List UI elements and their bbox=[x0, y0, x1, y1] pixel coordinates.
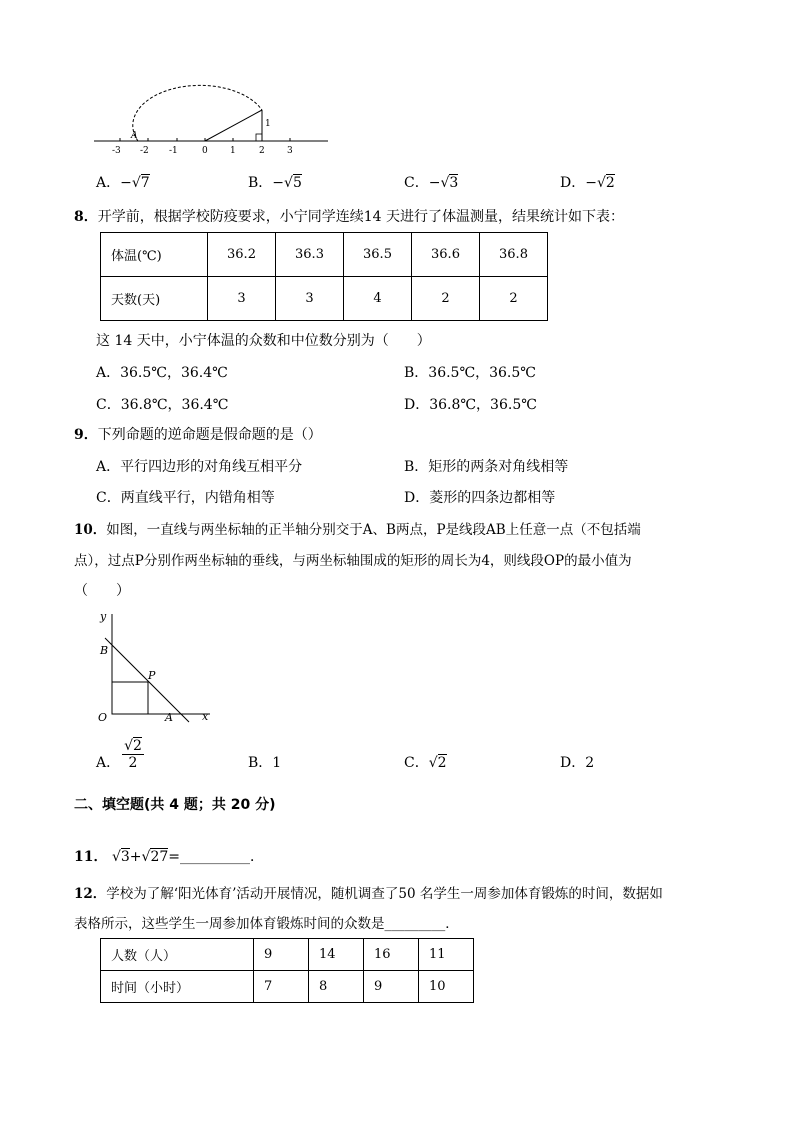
label-a: A bbox=[165, 711, 173, 724]
q8-question: 这 14 天中，小宁体温的众数和中位数分别为（ ） bbox=[96, 333, 431, 349]
q7-option-b[interactable] bbox=[248, 172, 302, 192]
sqrt-radical: √3 bbox=[111, 849, 130, 865]
q8-temperature-table bbox=[100, 232, 548, 321]
q9-option-b[interactable]: B．矩形的两条对角线相等 bbox=[404, 459, 569, 475]
hypotenuse-line bbox=[205, 110, 262, 141]
q10-stem-line1 bbox=[74, 518, 641, 538]
option-letter: C． bbox=[404, 755, 429, 771]
question-text: 开学前，根据学校防疫要求，小宁同学连续14 天进行了体温测量，结果统计如下表： bbox=[97, 209, 625, 225]
tick-label: -3 bbox=[112, 146, 121, 156]
plus-sign: + bbox=[129, 849, 142, 865]
label-p: P bbox=[148, 669, 156, 682]
table-row bbox=[101, 277, 548, 321]
label-b: B bbox=[100, 644, 109, 657]
question-number: 12． bbox=[74, 886, 107, 902]
line-ab bbox=[105, 638, 189, 722]
question-number: 10． bbox=[74, 522, 107, 538]
table-cell: 14 bbox=[309, 939, 364, 971]
table-row bbox=[101, 939, 474, 971]
table-cell: 3 bbox=[276, 277, 344, 321]
option-letter: A． bbox=[96, 755, 121, 771]
tick-label: 2 bbox=[259, 146, 265, 156]
sqrt-radical: √2 bbox=[428, 755, 447, 771]
minus-sign: − bbox=[120, 175, 132, 191]
table-header: 天数(天) bbox=[101, 277, 208, 321]
tick-label: 1 bbox=[230, 146, 236, 156]
sqrt-radical: √5 bbox=[284, 175, 302, 191]
table-cell: 7 bbox=[254, 971, 309, 1003]
q8-option-a[interactable]: A．36.5℃，36.4℃ bbox=[96, 365, 228, 381]
tick-label: -2 bbox=[140, 146, 149, 156]
point-a-label: A bbox=[131, 131, 138, 141]
q9-stem bbox=[74, 424, 322, 444]
option-letter: C． bbox=[404, 175, 429, 191]
sqrt-radical: √3 bbox=[440, 175, 459, 191]
answer-blank[interactable]: __________ bbox=[180, 849, 250, 865]
rectangle-op bbox=[112, 682, 148, 714]
radicand: 2 bbox=[437, 755, 447, 771]
question-text: 学校为了解‘阳光体育’活动开展情况，随机调查了50 名学生一周参加体育锻炼的时间，数据如 bbox=[106, 886, 663, 902]
radicand: 2 bbox=[133, 738, 142, 754]
label-o: O bbox=[98, 711, 108, 724]
q8-option-b[interactable]: B．36.5℃，36.5℃ bbox=[404, 365, 536, 381]
equals-sign: = bbox=[168, 849, 180, 865]
q8-stem bbox=[74, 206, 624, 226]
sqrt-radical: √2 bbox=[596, 175, 615, 191]
q10-stem-line2: 点），过点P分别作两坐标轴的垂线，与两坐标轴围成的矩形的周长为4，则线段OP的最小值为 bbox=[74, 553, 632, 569]
option-letter: A． bbox=[96, 175, 121, 191]
table-header: 体温(℃) bbox=[101, 233, 208, 277]
table-cell: 36.8 bbox=[480, 233, 548, 277]
q11-stem bbox=[74, 846, 264, 866]
label-one: 1 bbox=[265, 119, 271, 129]
radicand: 3 bbox=[120, 849, 130, 865]
table-cell: 16 bbox=[364, 939, 419, 971]
minus-sign: − bbox=[272, 175, 285, 191]
question-number: 11． bbox=[74, 849, 108, 865]
q10-option-c[interactable] bbox=[404, 752, 447, 772]
table-row bbox=[101, 233, 548, 277]
fraction bbox=[122, 738, 144, 771]
table-cell: 2 bbox=[412, 277, 480, 321]
table-cell: 36.5 bbox=[344, 233, 412, 277]
table-row bbox=[101, 971, 474, 1003]
table-header: 时间（小时） bbox=[101, 971, 254, 1003]
question-text: 如图，一直线与两坐标轴的正半轴分别交于A、B两点，P是线段AB上任意一点（不包括端 bbox=[106, 522, 641, 538]
label-y: y bbox=[100, 610, 107, 623]
question-number: 8． bbox=[74, 209, 98, 225]
radicand: 2 bbox=[605, 175, 615, 191]
section-header: 二、填空题(共 4 题；共 20 分) bbox=[74, 797, 276, 813]
table-cell: 36.6 bbox=[412, 233, 480, 277]
table-cell: 4 bbox=[344, 277, 412, 321]
q12-exercise-table bbox=[100, 938, 474, 1003]
number-line-diagram bbox=[92, 80, 332, 160]
radicand: 3 bbox=[449, 175, 459, 191]
radicand: 27 bbox=[150, 849, 169, 865]
tick-labels bbox=[112, 146, 293, 156]
option-letter: D． bbox=[560, 175, 586, 191]
q8-option-c[interactable]: C．36.8℃，36.4℃ bbox=[96, 397, 229, 413]
numerator: √2 bbox=[122, 738, 144, 755]
table-cell: 10 bbox=[419, 971, 474, 1003]
table-cell: 9 bbox=[364, 971, 419, 1003]
table-cell: 3 bbox=[208, 277, 276, 321]
denominator: 2 bbox=[128, 755, 138, 771]
table-cell: 8 bbox=[309, 971, 364, 1003]
radicand: 7 bbox=[140, 175, 150, 191]
q10-stem-line3: （ ） bbox=[74, 583, 130, 599]
minus-sign: − bbox=[428, 175, 441, 191]
q7-option-c[interactable] bbox=[404, 172, 458, 192]
sqrt-radical: √27 bbox=[141, 849, 169, 865]
q12-stem-line2: 表格所示，这些学生一周参加体育锻炼时间的众数是_________． bbox=[74, 916, 459, 932]
table-cell: 36.3 bbox=[276, 233, 344, 277]
dashed-arc bbox=[133, 85, 262, 141]
option-letter: B． bbox=[248, 175, 273, 191]
table-cell: 2 bbox=[480, 277, 548, 321]
q10-option-b[interactable]: B．1 bbox=[248, 755, 282, 771]
q10-option-d[interactable]: D．2 bbox=[560, 755, 595, 771]
q8-option-d[interactable]: D．36.8℃，36.5℃ bbox=[404, 397, 537, 413]
period: ． bbox=[250, 849, 264, 865]
question-text: 下列命题的逆命题是假命题的是（） bbox=[97, 427, 322, 443]
q7-option-a[interactable] bbox=[96, 172, 150, 192]
label-x: x bbox=[202, 710, 209, 723]
table-cell: 9 bbox=[254, 939, 309, 971]
table-cell: 36.2 bbox=[208, 233, 276, 277]
tick-label: 0 bbox=[202, 146, 208, 156]
radicand: 5 bbox=[292, 175, 302, 191]
q9-option-a[interactable]: A．平行四边形的对角线互相平分 bbox=[96, 459, 303, 475]
sqrt-radical: √7 bbox=[131, 175, 150, 191]
q7-option-d[interactable] bbox=[560, 172, 615, 192]
right-angle-mark bbox=[256, 134, 262, 141]
q12-stem-line1 bbox=[74, 882, 663, 902]
question-number: 9． bbox=[74, 427, 98, 443]
minus-sign: − bbox=[585, 175, 597, 191]
table-header: 人数（人） bbox=[101, 939, 254, 971]
table-cell: 11 bbox=[419, 939, 474, 971]
q9-option-c[interactable]: C．两直线平行，内错角相等 bbox=[96, 490, 275, 506]
coordinate-diagram bbox=[92, 604, 222, 728]
tick-label: 3 bbox=[287, 146, 293, 156]
tick-label: -1 bbox=[169, 146, 178, 156]
q9-option-d[interactable]: D．菱形的四条边都相等 bbox=[404, 490, 556, 506]
